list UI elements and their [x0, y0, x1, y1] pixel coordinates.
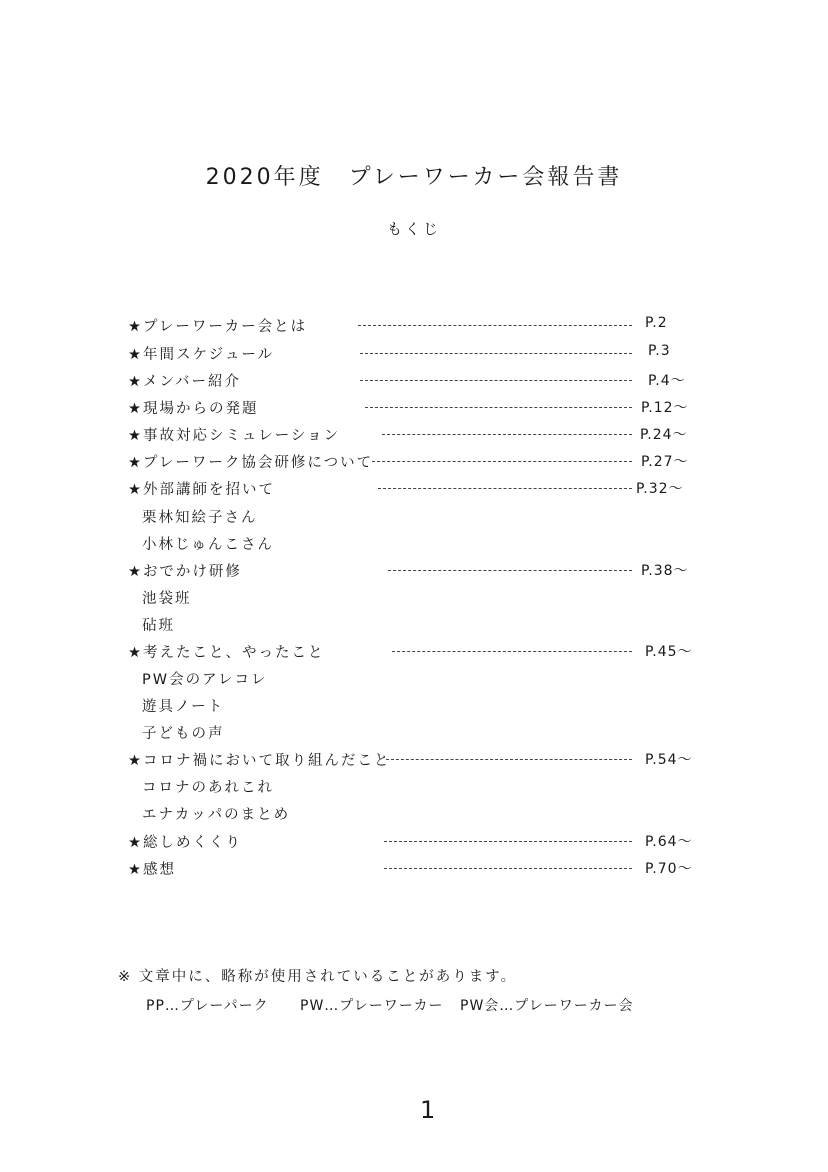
dotted-leader: [378, 488, 632, 489]
toc-entry-label: ★現場からの発題: [128, 401, 259, 417]
toc-entry-page: P.24〜: [640, 427, 688, 443]
toc-entry-label: ★プレーワーカー会とは: [128, 319, 308, 335]
toc-entry: [128, 397, 689, 419]
toc-entry-label: エナカッパのまとめ: [142, 807, 291, 823]
abbreviation-note: ※ 文章中に、略称が使用されていることがあります。: [118, 969, 518, 985]
toc-entry: [142, 668, 268, 690]
toc-entry-page: P.64〜: [645, 834, 693, 850]
toc-entry-label: 砧班: [142, 618, 175, 634]
toc-entry: [128, 749, 693, 771]
toc-entry: [142, 722, 225, 744]
abbreviation-pw: PW…プレーワーカー: [300, 998, 444, 1014]
toc-entry-label: ★おでかけ研修: [128, 564, 242, 580]
toc-entry-page: P.70〜: [645, 861, 693, 877]
dotted-leader: [360, 380, 632, 381]
dotted-leader: [384, 841, 632, 842]
dotted-leader: [360, 353, 632, 354]
toc-entry-label: ★メンバー紹介: [128, 374, 241, 390]
toc-entry: [128, 560, 689, 582]
toc-heading: もくじ: [386, 220, 441, 238]
toc-entry-label: ★総しめくくり: [128, 835, 242, 851]
toc-entry-label: 子どもの声: [142, 726, 225, 742]
toc-entry: [142, 506, 258, 528]
toc-entry: [142, 614, 175, 636]
page-title: 2020年度 プレーワーカー会報告書: [205, 165, 623, 190]
toc-entry-page: P.45〜: [645, 644, 693, 660]
dotted-leader: [384, 868, 632, 869]
toc-entry-page: P.54〜: [645, 752, 693, 768]
toc-entry: [128, 424, 688, 446]
page-number: 1: [420, 1096, 436, 1124]
dotted-leader: [382, 434, 632, 435]
toc-entry-label: ★コロナ禍において取り組んだこと: [128, 753, 391, 769]
toc-entry-label: ★年間スケジュール: [128, 347, 275, 363]
toc-entry: [128, 315, 668, 337]
dotted-leader: [392, 651, 632, 652]
toc-entry-page: P.12〜: [641, 400, 689, 416]
toc-entry: [142, 695, 224, 717]
dotted-leader: [365, 407, 632, 408]
toc-entry-label: 遊具ノート: [142, 699, 225, 715]
toc-entry-page: P.2: [645, 315, 668, 331]
toc-entry: [128, 370, 686, 392]
toc-entry-label: PW会のアレコレ: [142, 672, 268, 688]
dotted-leader: [358, 325, 632, 326]
toc-entry: [128, 831, 693, 853]
toc-entry: [142, 803, 290, 825]
toc-entry-page: P.3: [648, 343, 671, 359]
toc-entry-label: 池袋班: [142, 591, 192, 607]
toc-entry-page: P.4〜: [648, 373, 686, 389]
toc-entry-page: P.38〜: [641, 563, 689, 579]
toc-entry-label: 小林じゅんこさん: [142, 537, 274, 553]
toc-entry-label: ★外部講師を招いて: [128, 482, 275, 498]
toc-entry: [128, 478, 684, 500]
abbreviation-pw-kai: PW会…プレーワーカー会: [460, 998, 634, 1014]
toc-entry-label: ★事故対応シミュレーション: [128, 428, 341, 444]
dotted-leader: [386, 759, 632, 760]
abbreviation-pp: PP…プレーパーク: [146, 998, 269, 1014]
toc-entry-label: コロナのあれこれ: [142, 780, 274, 796]
dotted-leader: [388, 570, 632, 571]
toc-entry: [142, 587, 192, 609]
toc-entry: [142, 533, 274, 555]
toc-entry: [128, 451, 689, 473]
toc-entry: [128, 641, 693, 663]
toc-entry-label: ★感想: [128, 862, 176, 878]
toc-entry-label: 栗林知絵子さん: [142, 510, 258, 526]
toc-entry: [128, 858, 693, 880]
toc-entry: [128, 343, 671, 365]
toc-entry-label: ★考えたこと、やったこと: [128, 645, 325, 661]
dotted-leader: [372, 461, 632, 462]
toc-entry-page: P.27〜: [641, 454, 689, 470]
toc-entry: [142, 776, 274, 798]
toc-entry-label: ★プレーワーク協会研修について: [128, 455, 374, 471]
toc-entry-page: P.32〜: [636, 481, 684, 497]
